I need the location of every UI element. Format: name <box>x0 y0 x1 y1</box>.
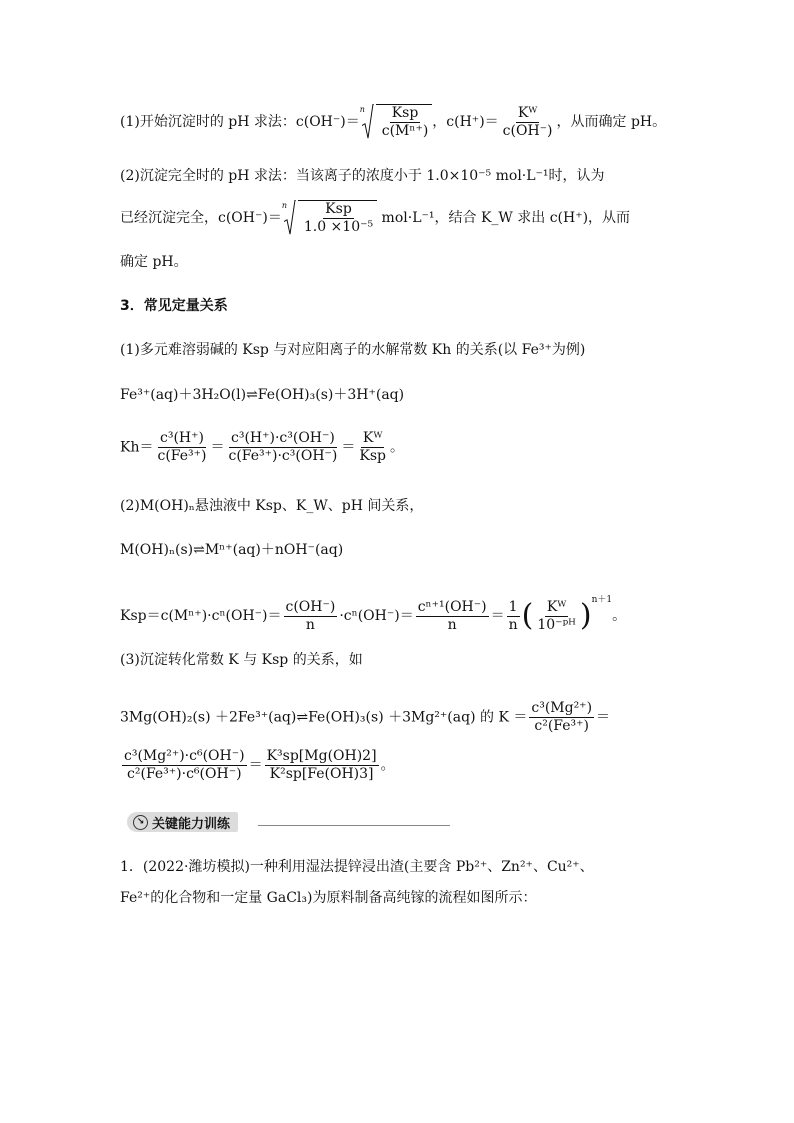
nth-root: n $\frac{\text{Ksp}}{\text{c(Mⁿ⁺)}}$ <box>360 104 433 140</box>
root2-numerator: Ksp <box>325 201 352 217</box>
p1-mid: ，c(H⁺)＝ <box>432 114 499 130</box>
p1-coh: c(OH⁻)＝ <box>295 114 360 130</box>
banner-divider <box>258 825 450 826</box>
s3-equation: 3Mg(OH)₂(s) ＋2Fe³⁺(aq)⇌Fe(OH)₃(s) ＋3Mg²⁺(aq) 的 K ＝ $\frac{\text{c³(Mg²⁺)}}{\text{c²(Fe³⁺)}}$ ＝ <box>120 700 611 734</box>
p2-line2-pre: 已经沉淀完全，c(OH⁻)＝ <box>120 210 282 226</box>
s3-title: (3)沉淀转化常数 K 与 Ksp 的关系，如 <box>120 652 363 668</box>
s1-equation: Fe³⁺(aq)＋3H₂O(l)⇌Fe(OH)₃(s)＋3H⁺(aq) <box>120 387 405 403</box>
q1-line2: Fe²⁺的化合物和一定量 GaCl₃)为原料制备高纯镓的流程如图所示： <box>120 890 537 906</box>
training-icon: ↘ <box>133 815 148 830</box>
s3-k-formula: $\frac{\text{c³(Mg²⁺)·c⁶(OH⁻)}}{\text{c²(Fe³⁺)·c⁶(OH⁻)}}$ ＝ $\frac{\text{K³sp[Mg(OH)2]}}{\text{K²sp[Fe(OH)3]}}$ 。 <box>124 748 395 782</box>
paragraph-1 <box>120 104 666 140</box>
nth-root-2: n $\frac{\text{Ksp}}{\text{1.0 ×10⁻⁵}}$ <box>282 200 377 236</box>
s2-ksp-formula: Ksp＝c(Mⁿ⁺)·cⁿ(OH⁻)＝ $\frac{c(OH^-)}{n}$ ·cⁿ(OH⁻)＝ $\frac{\text{cⁿ⁺¹(OH⁻)}}{n}$ ＝ $\frac{1}{n}$ ( $\frac{\text{Kᵂ}}{\text{10⁻ᵖᴴ}}$ )$^{n+1}$。 <box>120 595 627 633</box>
s1-kh-formula: Kh＝ $\frac{\text{c³(H⁺)}}{\text{c(Fe³⁺)}}$ ＝ $\frac{\text{c³(H⁺)·c³(OH⁻)}}{\text{c(Fe³⁺)·c³(OH⁻)}}$ ＝ $\frac{\text{Kᵂ}}{\text{Ksp}}$ 。 <box>120 430 404 464</box>
s2-title: (2)M(OH)ₙ悬浊液中 Ksp、K_W、pH 间关系， <box>120 498 424 514</box>
s1-title: (1)多元难溶弱碱的 Ksp 与对应阳离子的水解常数 Kh 的关系(以 Fe³⁺为例) <box>120 342 586 358</box>
p2-line3: 确定 pH。 <box>120 254 188 270</box>
root-denominator: c(Mⁿ⁺) <box>381 123 429 139</box>
section-heading: 3．常见定量关系 <box>120 298 228 314</box>
kw-numerator: Kᵂ <box>517 104 538 121</box>
p1-label: (1)开始沉淀时的 pH 求法： <box>120 114 296 130</box>
root2-denominator: 1.0 ×10⁻⁵ <box>303 219 374 235</box>
p2-line2-post: mol·L⁻¹，结合 K_W 求出 c(H⁺)，从而 <box>377 210 631 226</box>
root-numerator: Ksp <box>391 105 419 121</box>
banner-label: 关键能力训练 <box>152 816 231 832</box>
s2-equation: M(OH)ₙ(s)⇌Mⁿ⁺(aq)＋nOH⁻(aq) <box>120 542 344 558</box>
section-banner <box>127 812 238 832</box>
p2-line2 <box>120 200 630 236</box>
p2-line1: (2)沉淀完全时的 pH 求法：当该离子的浓度小于 1.0×10⁻⁵ mol·L⁻¹时，认为 <box>120 168 605 184</box>
kw-denominator: c(OH⁻) <box>502 122 553 139</box>
p1-tail: ，从而确定 pH。 <box>556 114 667 130</box>
q1-line1: 1．(2022·潍坊模拟)一种利用湿法提锌浸出渣(主要含 Pb²⁺、Zn²⁺、Cu²⁺、 <box>120 859 594 875</box>
